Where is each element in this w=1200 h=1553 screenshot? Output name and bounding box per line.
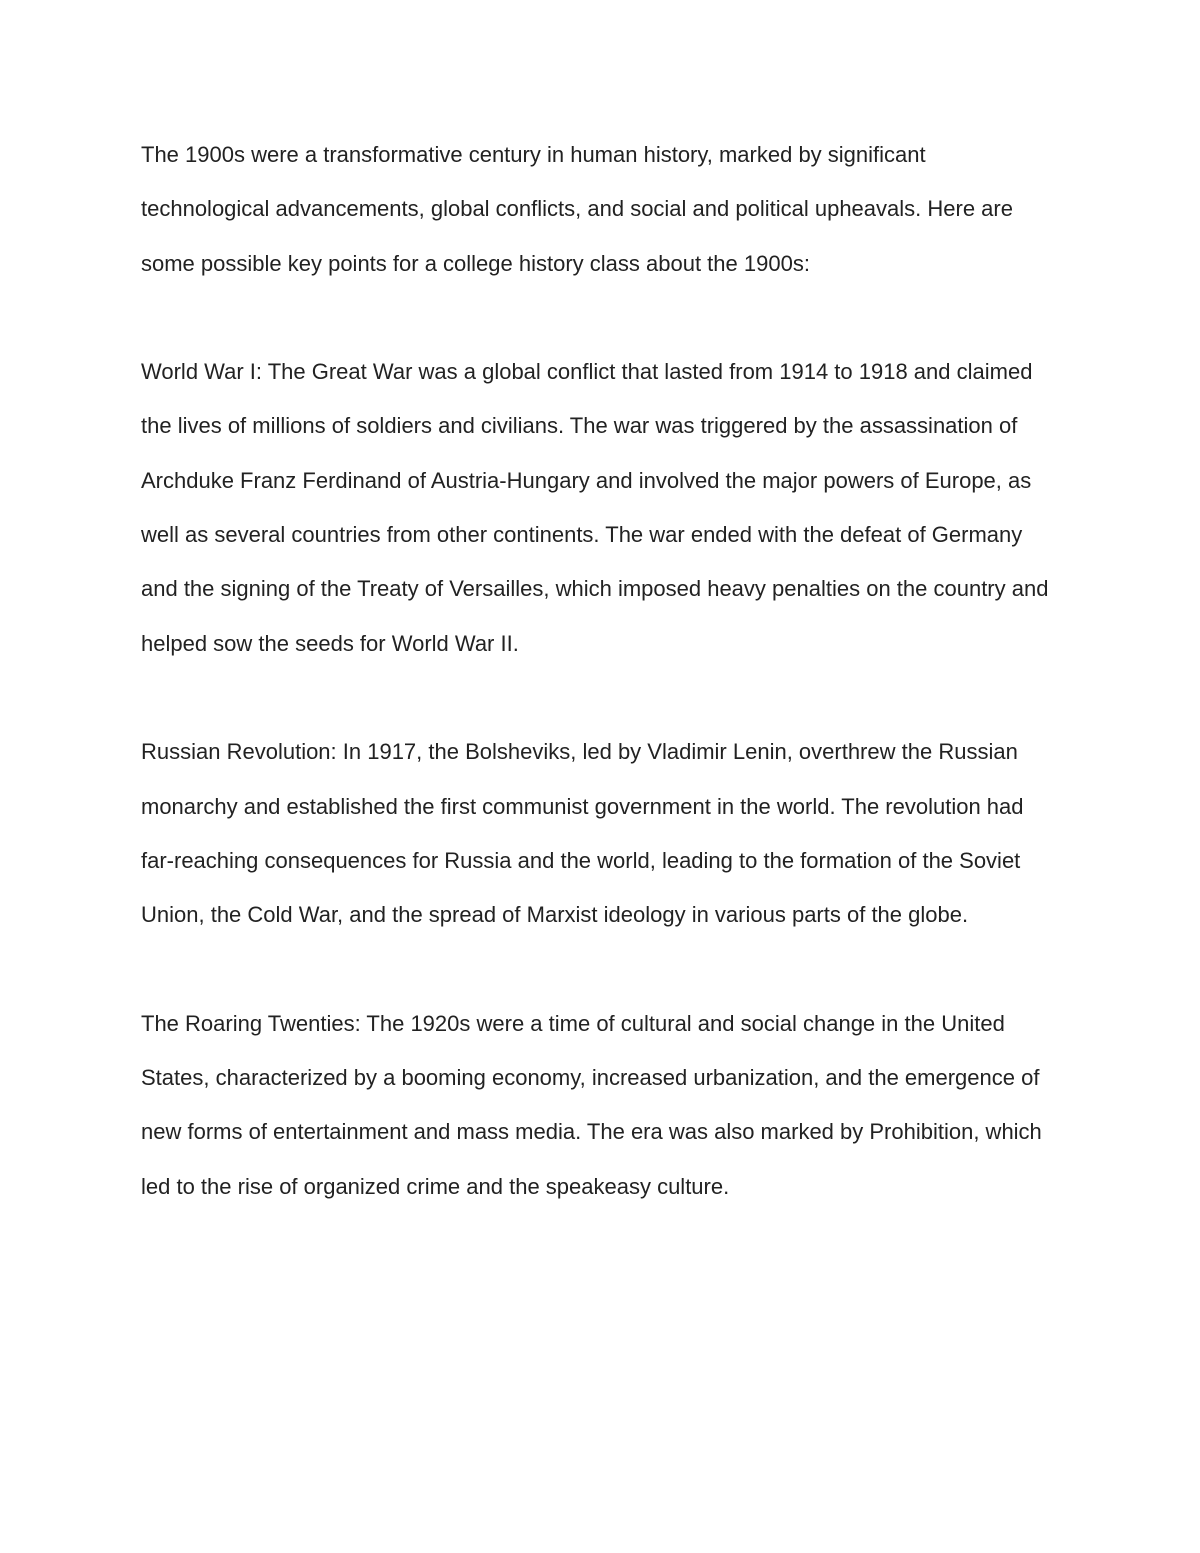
russian-revolution-paragraph: Russian Revolution: In 1917, the Bolsheviks, led by Vladimir Lenin, overthrew the Russian monarchy and established the first communist government in the world. The revolution had far-reaching consequences for Russia and the world, leading to the formation of the Soviet Union, the Cold War, and the spread of Marxist ideology in various parts of the globe. (141, 739, 1024, 928)
intro-paragraph: The 1900s were a transformative century in human history, marked by significant technological advancements, global conflicts, and social and political upheavals. Here are some possible key points for a college history class about the 1900s: (141, 142, 1013, 276)
document-body (141, 128, 1051, 1214)
world-war-i-paragraph: World War I: The Great War was a global conflict that lasted from 1914 to 1918 and claimed the lives of millions of soldiers and civilians. The war was triggered by the assassination of Archduke Franz Ferdinand of Austria-Hungary and involved the major powers of Europe, as well as several countries from other continents. The war ended with the defeat of Germany and the signing of the Treaty of Versailles, which imposed heavy penalties on the country and helped sow the seeds for World War II. (141, 359, 1049, 656)
roaring-twenties-paragraph: The Roaring Twenties: The 1920s were a time of cultural and social change in the United States, characterized by a booming economy, increased urbanization, and the emergence of new forms of entertainment and mass media. The era was also marked by Prohibition, which led to the rise of organized crime and the speakeasy culture. (141, 1010, 1042, 1199)
